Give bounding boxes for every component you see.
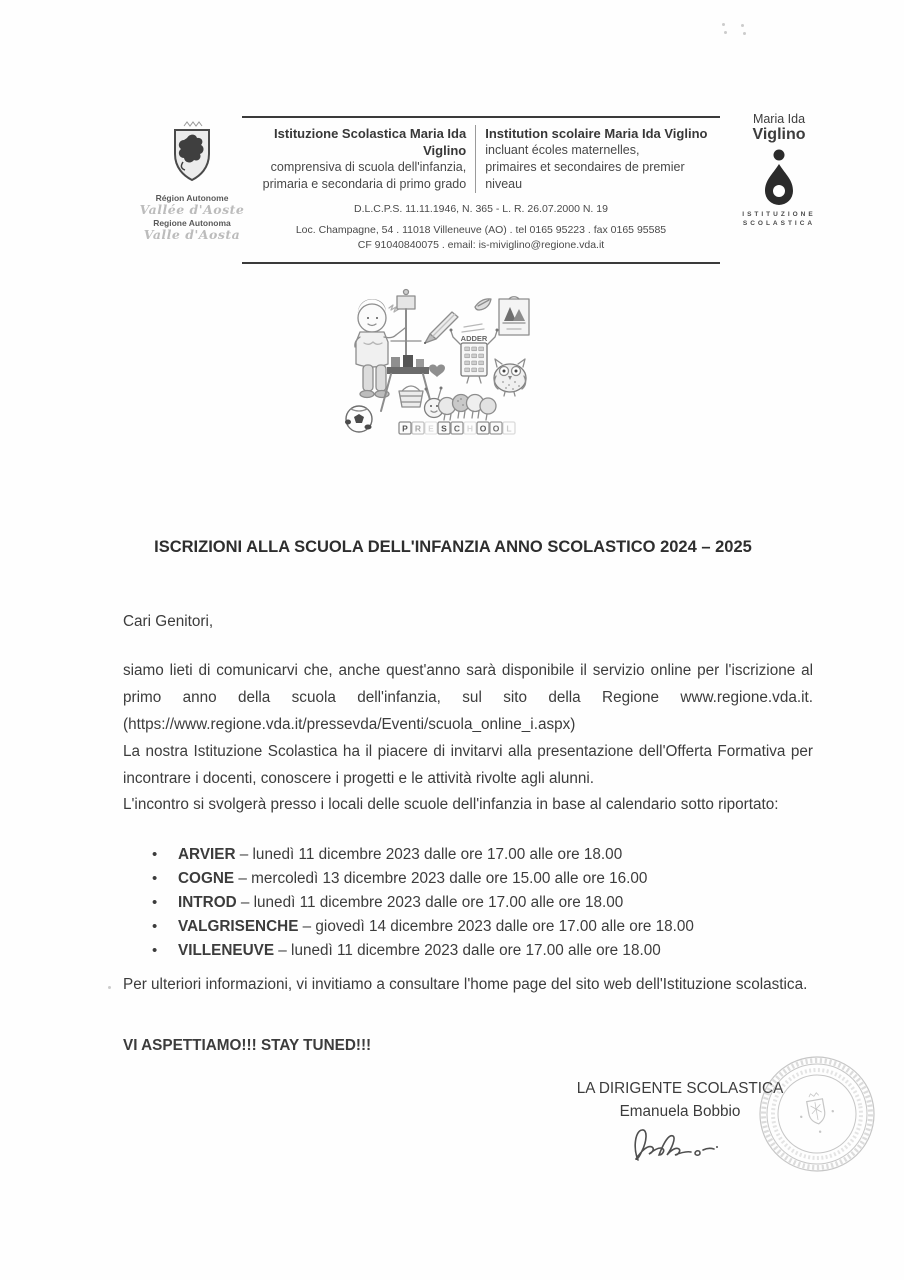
school-name-it: Istituzione Scolastica Maria Ida Viglino	[274, 126, 467, 158]
scan-artifact	[722, 23, 725, 26]
region-label-it-small: Regione Autonoma	[153, 218, 231, 228]
signature-handwriting	[626, 1122, 721, 1175]
official-stamp	[754, 1048, 880, 1185]
block-letter: O	[492, 423, 500, 434]
school-sub2-it: primaria e secondaria di primo grado	[262, 177, 467, 191]
picture-card	[499, 297, 529, 335]
schedule-detail: – lunedì 11 dicembre 2023 dalle ore 17.00 alle ore 18.00	[235, 846, 623, 863]
schedule-detail: – lunedì 11 dicembre 2023 dalle ore 17.00 alle ore 18.00	[236, 894, 624, 911]
schedule-detail: – lunedì 11 dicembre 2023 dalle ore 17.00 alle ore 18.00	[274, 942, 661, 959]
school-sub1-it: comprensiva di scuola dell'infanzia,	[270, 160, 467, 174]
region-label-it: Valle d'Aosta	[143, 227, 241, 242]
school-sub2-fr: primaires et secondaires de premier niveau	[485, 160, 685, 191]
schedule-detail: – mercoledì 13 dicembre 2023 dalle ore 15.00 alle ore 16.00	[234, 870, 648, 887]
school-logo-block	[738, 112, 820, 228]
alphabet-blocks	[399, 422, 515, 434]
block-letter: O	[479, 423, 487, 434]
soccer-ball	[345, 406, 372, 432]
scan-artifact	[108, 986, 111, 989]
scan-artifact	[724, 31, 727, 34]
logo-name-line2: Viglino	[752, 126, 806, 143]
enrollment-url: (https://www.regione.vda.it/pressevda/Eventi/scuola_online_i.aspx)	[123, 716, 576, 733]
paragraph-text: siamo lieti di comunicarvi che, anche quest'anno sarà disponibile il servizio online per l'iscrizione al primo anno della scuola dell'infanzia, sul sito della Regione www.regione.vda.it.	[123, 662, 813, 706]
schedule-list	[150, 843, 694, 963]
droplet-logo-icon	[759, 147, 799, 205]
schedule-item-cogne	[150, 867, 694, 891]
schedule-place: ARVIER	[178, 846, 236, 863]
logo-caption1: ISTITUZIONE	[742, 211, 816, 218]
round-stamp-icon	[754, 1048, 880, 1180]
logo-name-line1: Maria Ida	[752, 112, 806, 126]
letterhead-center	[242, 116, 720, 264]
block-letter: E	[428, 423, 434, 434]
schedule-item-introd	[150, 891, 694, 915]
pencil	[424, 312, 458, 344]
school-address: Loc. Champagne, 54 . 11018 Villeneuve (AO) . tel 0165 95223 . fax 0165 95585	[295, 224, 667, 236]
schedule-item-valgrisenche	[150, 915, 694, 939]
child-figure	[355, 299, 405, 398]
block-letter: P	[402, 423, 408, 434]
basket	[399, 386, 423, 407]
paragraph-invitation: La nostra Istituzione Scolastica ha il piacere di invitarvi alla presentazione dell'Offerta Formativa per incontrare i docenti, conoscere i progetti e le attività rivolte agli alunni.	[123, 743, 813, 787]
region-label-fr: Vallée d'Aoste	[139, 202, 245, 217]
closing-line: VI ASPETTIAMO!!! STAY TUNED!!!	[123, 1037, 372, 1054]
logo-caption2: SCOLASTICA	[742, 220, 816, 227]
caterpillar	[425, 387, 497, 421]
owl	[494, 359, 526, 396]
block-letter: C	[453, 423, 461, 434]
valle-daosta-coat-of-arms-icon	[163, 120, 221, 186]
preschool-clipart	[333, 281, 588, 454]
school-sub1-fr: incluant écoles maternelles,	[485, 143, 640, 157]
salutation: Cari Genitori,	[123, 613, 214, 630]
adder-label: ADDER	[460, 334, 488, 343]
block-letter: H	[466, 423, 474, 434]
school-name-fr: Institution scolaire Maria Ida Viglino	[485, 126, 708, 141]
law-reference: D.L.C.P.S. 11.11.1946, N. 365 - L. R. 26.07.2000 N. 19	[354, 203, 608, 215]
schedule-place: VILLENEUVE	[178, 942, 275, 959]
block-letter: S	[441, 423, 447, 434]
schedule-place: VALGRISENCHE	[178, 918, 299, 935]
heart	[429, 364, 445, 377]
scan-artifact	[741, 24, 744, 27]
preschool-clipart-icon	[333, 281, 588, 449]
letterhead-french-column	[476, 125, 720, 193]
adder-toy	[450, 324, 499, 383]
paragraph-more-info: Per ulteriori informazioni, vi invitiamo a consultare l'home page del sito web dell'Istituzione scolastica.	[123, 976, 808, 993]
schedule-place: INTROD	[178, 894, 237, 911]
signature-icon	[626, 1122, 721, 1170]
block-letter: L	[506, 423, 512, 434]
paragraph-calendar-intro: L'incontro si svolgerà presso i locali delle scuole dell'infanzia in base al calendario sotto riportato:	[123, 796, 779, 813]
paragraph-online-enrollment	[123, 657, 813, 738]
letter-title: ISCRIZIONI ALLA SCUOLA DELL'INFANZIA ANNO SCOLASTICO 2024 – 2025	[154, 538, 752, 556]
letterhead-italian-column	[242, 125, 476, 193]
schedule-place: COGNE	[178, 870, 235, 887]
leaf	[475, 299, 491, 310]
signature-name: Emanuela Bobbio	[619, 1103, 741, 1120]
school-contact: CF 91040840075 . email: is-miviglino@regione.vda.it	[357, 238, 605, 251]
signature-role: LA DIRIGENTE SCOLASTICA	[576, 1080, 784, 1097]
region-logo-block	[134, 120, 250, 241]
region-label-fr-small: Région Autonome	[155, 193, 229, 203]
block-letter: R	[414, 423, 422, 434]
schedule-detail: – giovedì 14 dicembre 2023 dalle ore 17.00 alle ore 18.00	[298, 918, 694, 935]
schedule-item-arvier	[150, 843, 694, 867]
schedule-item-villeneuve	[150, 939, 694, 963]
scan-artifact	[743, 32, 746, 35]
